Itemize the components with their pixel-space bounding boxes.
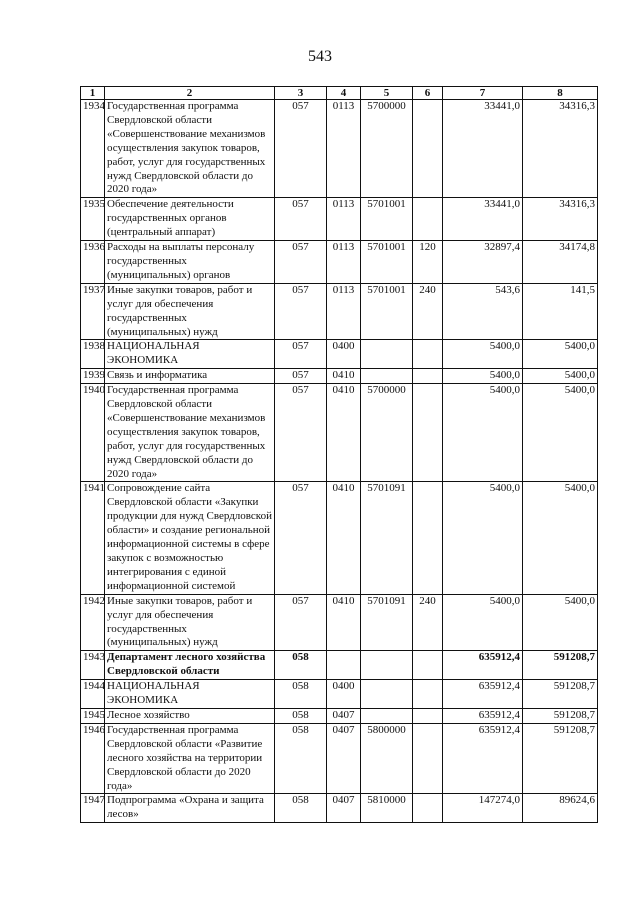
row-admin-code: 058 bbox=[275, 723, 327, 794]
row-target-code bbox=[361, 708, 413, 723]
row-target-code: 5700000 bbox=[361, 100, 413, 198]
header-cell: 5 bbox=[361, 87, 413, 100]
row-admin-code: 058 bbox=[275, 794, 327, 823]
row-section-code: 0113 bbox=[327, 198, 361, 241]
row-name: Связь и информатика bbox=[105, 369, 275, 384]
header-cell: 3 bbox=[275, 87, 327, 100]
row-name: Обеспечение деятельности государственных органов (центральный аппарат) bbox=[105, 198, 275, 241]
row-amount-2015: 147274,0 bbox=[443, 794, 523, 823]
table-row bbox=[81, 651, 598, 680]
row-number: 1945 bbox=[81, 708, 105, 723]
row-name: Департамент лесного хозяйства Свердловской области bbox=[105, 651, 275, 680]
row-amount-2016: 5400,0 bbox=[523, 482, 598, 594]
page-number: 543 bbox=[308, 48, 332, 65]
row-target-code bbox=[361, 340, 413, 369]
row-number: 1947 bbox=[81, 794, 105, 823]
row-admin-code: 058 bbox=[275, 680, 327, 709]
row-amount-2016: 591208,7 bbox=[523, 708, 598, 723]
row-expense-code bbox=[413, 100, 443, 198]
table-row bbox=[81, 241, 598, 284]
row-amount-2016: 34174,8 bbox=[523, 241, 598, 284]
row-amount-2015: 543,6 bbox=[443, 283, 523, 340]
row-section-code: 0410 bbox=[327, 384, 361, 482]
row-amount-2016: 5400,0 bbox=[523, 369, 598, 384]
table-row bbox=[81, 340, 598, 369]
row-amount-2015: 635912,4 bbox=[443, 680, 523, 709]
row-number: 1942 bbox=[81, 594, 105, 651]
row-expense-code bbox=[413, 680, 443, 709]
row-name: Иные закупки товаров, работ и услуг для обеспечения государственных (муниципальных) нужд bbox=[105, 594, 275, 651]
row-name: Расходы на выплаты персоналу государственных (муниципальных) органов bbox=[105, 241, 275, 284]
row-admin-code: 057 bbox=[275, 482, 327, 594]
row-admin-code: 057 bbox=[275, 594, 327, 651]
row-target-code bbox=[361, 680, 413, 709]
row-number: 1941 bbox=[81, 482, 105, 594]
row-section-code: 0407 bbox=[327, 723, 361, 794]
row-target-code: 5701001 bbox=[361, 198, 413, 241]
row-number: 1936 bbox=[81, 241, 105, 284]
table-row bbox=[81, 708, 598, 723]
row-amount-2016: 141,5 bbox=[523, 283, 598, 340]
row-amount-2016: 591208,7 bbox=[523, 680, 598, 709]
row-target-code bbox=[361, 369, 413, 384]
row-amount-2016: 89624,6 bbox=[523, 794, 598, 823]
row-admin-code: 058 bbox=[275, 708, 327, 723]
row-expense-code: 240 bbox=[413, 594, 443, 651]
header-row bbox=[81, 87, 598, 100]
row-expense-code bbox=[413, 708, 443, 723]
table-row bbox=[81, 283, 598, 340]
row-expense-code bbox=[413, 482, 443, 594]
row-amount-2015: 635912,4 bbox=[443, 651, 523, 680]
header-cell: 8 bbox=[523, 87, 598, 100]
header-cell: 7 bbox=[443, 87, 523, 100]
row-amount-2016: 591208,7 bbox=[523, 651, 598, 680]
row-amount-2015: 5400,0 bbox=[443, 594, 523, 651]
row-name: Государственная программа Свердловской области «Развитие лесного хозяйства на территории Свердловской области до 2020 года» bbox=[105, 723, 275, 794]
row-target-code: 5800000 bbox=[361, 723, 413, 794]
row-section-code: 0407 bbox=[327, 708, 361, 723]
row-admin-code: 057 bbox=[275, 384, 327, 482]
row-admin-code: 057 bbox=[275, 241, 327, 284]
row-amount-2016: 5400,0 bbox=[523, 340, 598, 369]
row-section-code: 0400 bbox=[327, 340, 361, 369]
row-admin-code: 057 bbox=[275, 100, 327, 198]
row-number: 1939 bbox=[81, 369, 105, 384]
table-row bbox=[81, 384, 598, 482]
row-name: Подпрограмма «Охрана и защита лесов» bbox=[105, 794, 275, 823]
table-row bbox=[81, 794, 598, 823]
row-amount-2015: 5400,0 bbox=[443, 384, 523, 482]
row-section-code: 0113 bbox=[327, 283, 361, 340]
row-number: 1940 bbox=[81, 384, 105, 482]
row-amount-2015: 33441,0 bbox=[443, 198, 523, 241]
table-row bbox=[81, 482, 598, 594]
table-row bbox=[81, 594, 598, 651]
row-expense-code: 240 bbox=[413, 283, 443, 340]
row-number: 1934 bbox=[81, 100, 105, 198]
row-amount-2016: 5400,0 bbox=[523, 594, 598, 651]
header-cell: 2 bbox=[105, 87, 275, 100]
row-admin-code: 057 bbox=[275, 283, 327, 340]
row-expense-code: 120 bbox=[413, 241, 443, 284]
header-cell: 1 bbox=[81, 87, 105, 100]
row-name: Сопровождение сайта Свердловской области «Закупки продукции для нужд Свердловской области» и создание региональной информационной системы в сфере закупок с возможностью интегрирования с единой информационной системой bbox=[105, 482, 275, 594]
row-amount-2015: 5400,0 bbox=[443, 340, 523, 369]
row-number: 1944 bbox=[81, 680, 105, 709]
row-amount-2015: 32897,4 bbox=[443, 241, 523, 284]
row-expense-code bbox=[413, 384, 443, 482]
row-expense-code bbox=[413, 198, 443, 241]
row-admin-code: 057 bbox=[275, 198, 327, 241]
row-amount-2015: 5400,0 bbox=[443, 482, 523, 594]
row-amount-2015: 635912,4 bbox=[443, 723, 523, 794]
table-row bbox=[81, 680, 598, 709]
row-target-code bbox=[361, 651, 413, 680]
table-row bbox=[81, 100, 598, 198]
table-row bbox=[81, 198, 598, 241]
row-target-code: 5700000 bbox=[361, 384, 413, 482]
row-expense-code bbox=[413, 340, 443, 369]
row-name: Иные закупки товаров, работ и услуг для обеспечения государственных (муниципальных) нужд bbox=[105, 283, 275, 340]
row-name: Государственная программа Свердловской области «Совершенствование механизмов осуществления закупок товаров, работ, услуг для государственных нужд Свердловской области до 2020 года» bbox=[105, 384, 275, 482]
row-target-code: 5810000 bbox=[361, 794, 413, 823]
row-expense-code bbox=[413, 369, 443, 384]
row-admin-code: 058 bbox=[275, 651, 327, 680]
header-cell: 6 bbox=[413, 87, 443, 100]
row-amount-2015: 5400,0 bbox=[443, 369, 523, 384]
row-amount-2016: 34316,3 bbox=[523, 198, 598, 241]
row-target-code: 5701091 bbox=[361, 594, 413, 651]
row-number: 1938 bbox=[81, 340, 105, 369]
row-section-code: 0407 bbox=[327, 794, 361, 823]
budget-table bbox=[80, 86, 598, 823]
row-expense-code bbox=[413, 651, 443, 680]
row-amount-2015: 33441,0 bbox=[443, 100, 523, 198]
table-row bbox=[81, 369, 598, 384]
row-name: Государственная программа Свердловской области «Совершенствование механизмов осуществления закупок товаров, работ, услуг для государственных нужд Свердловской области до 2020 года» bbox=[105, 100, 275, 198]
row-section-code: 0410 bbox=[327, 482, 361, 594]
row-number: 1943 bbox=[81, 651, 105, 680]
row-target-code: 5701001 bbox=[361, 283, 413, 340]
row-amount-2016: 591208,7 bbox=[523, 723, 598, 794]
row-section-code: 0400 bbox=[327, 680, 361, 709]
header-cell: 4 bbox=[327, 87, 361, 100]
row-section-code: 0410 bbox=[327, 369, 361, 384]
row-expense-code bbox=[413, 794, 443, 823]
row-name: Лесное хозяйство bbox=[105, 708, 275, 723]
row-admin-code: 057 bbox=[275, 369, 327, 384]
row-admin-code: 057 bbox=[275, 340, 327, 369]
table-row bbox=[81, 723, 598, 794]
row-target-code: 5701001 bbox=[361, 241, 413, 284]
row-number: 1946 bbox=[81, 723, 105, 794]
row-number: 1935 bbox=[81, 198, 105, 241]
row-target-code: 5701091 bbox=[361, 482, 413, 594]
row-number: 1937 bbox=[81, 283, 105, 340]
row-section-code: 0113 bbox=[327, 241, 361, 284]
row-amount-2016: 5400,0 bbox=[523, 384, 598, 482]
row-section-code: 0410 bbox=[327, 594, 361, 651]
row-name: НАЦИОНАЛЬНАЯ ЭКОНОМИКА bbox=[105, 340, 275, 369]
row-amount-2016: 34316,3 bbox=[523, 100, 598, 198]
row-amount-2015: 635912,4 bbox=[443, 708, 523, 723]
row-name: НАЦИОНАЛЬНАЯ ЭКОНОМИКА bbox=[105, 680, 275, 709]
row-expense-code bbox=[413, 723, 443, 794]
row-section-code: 0113 bbox=[327, 100, 361, 198]
row-section-code bbox=[327, 651, 361, 680]
